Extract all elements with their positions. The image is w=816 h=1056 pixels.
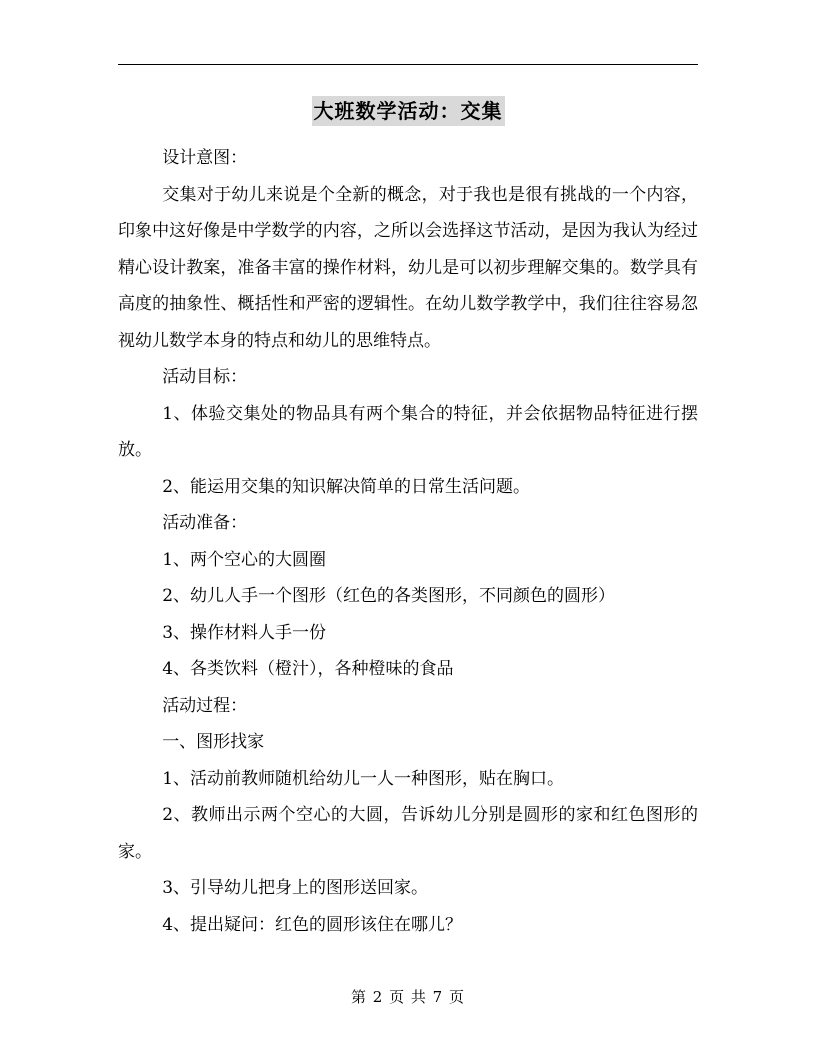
document-body <box>118 140 698 943</box>
paragraph: 3、操作材料人手一份 <box>162 622 327 643</box>
paragraph: 1、活动前教师随机给幼儿一人一种图形，贴在胸口。 <box>162 768 565 789</box>
paragraph: 4、各类饮料（橙汁），各种橙味的食品 <box>162 659 454 679</box>
page-footer: 第 2 页 共 7 页 <box>351 988 465 1006</box>
paragraph: 1、体验交集处的物品具有两个集合的特征，并会依据物品特征进行摆放。 <box>118 403 698 460</box>
paragraph: 2、幼儿人手一个图形（红色的各类图形，不同颜色的圆形） <box>162 586 616 606</box>
title-container <box>0 96 816 126</box>
paragraph: 活动过程： <box>162 695 248 716</box>
paragraph: 一、图形找家 <box>162 732 265 752</box>
paragraph: 交集对于幼儿来说是个全新的概念，对于我也是很有挑战的一个内容，印象中这好像是中学数学的内容，之所以会选择这节活动，是因为我认为经过精心设计教案，准备丰富的操作材料，幼儿是可以初步理解交集的。数学具有高度的抽象性、概括性和严密的逻辑性。在幼儿数学教学中，我们往往容易忽视幼儿数学本身的特点和幼儿的思维特点。 <box>118 184 698 351</box>
paragraph: 1、两个空心的大圆圈 <box>162 549 327 570</box>
paragraph: 活动准备： <box>162 513 248 533</box>
paragraph: 设计意图： <box>162 148 248 168</box>
paragraph: 2、教师出示两个空心的大圆，告诉幼儿分别是圆形的家和红色图形的家。 <box>118 805 698 862</box>
document-title: 大班数学活动：交集 <box>312 96 505 126</box>
header-rule <box>118 64 698 65</box>
paragraph: 4、提出疑问：红色的圆形该住在哪儿？ <box>162 914 463 935</box>
paragraph: 2、能运用交集的知识解决简单的日常生活问题。 <box>162 476 531 497</box>
paragraph: 活动目标： <box>162 367 248 387</box>
paragraph: 3、引导幼儿把身上的图形送回家。 <box>162 878 429 898</box>
